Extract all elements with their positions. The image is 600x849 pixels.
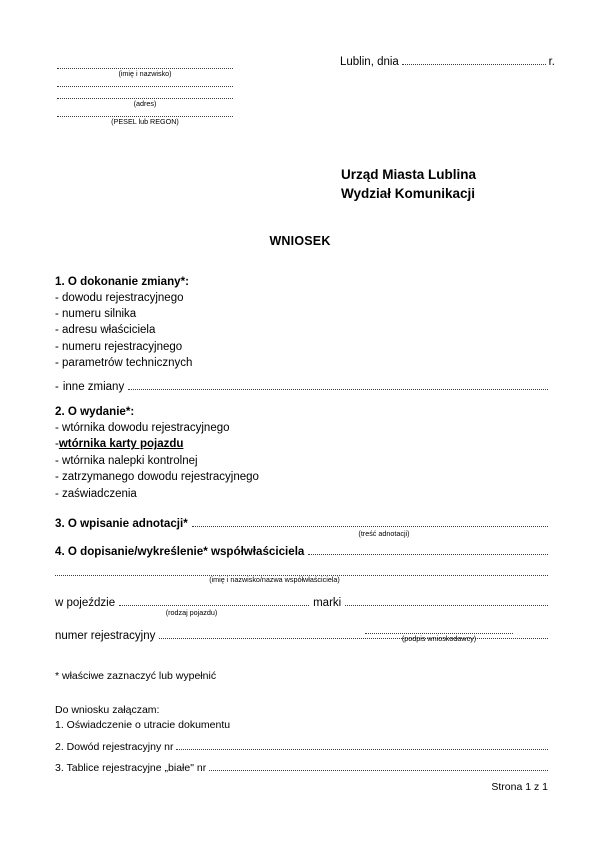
- spacer: [55, 583, 548, 596]
- section-2-highlight-marker: -: [55, 438, 59, 451]
- signature-block: [365, 633, 513, 643]
- section-2-item-2[interactable]: - zatrzymanego dowodu rejestracyjnego: [55, 471, 259, 484]
- form-footnote: * właściwe zaznaczyć lub wypełnić: [55, 670, 217, 682]
- addressee-block: [341, 165, 476, 203]
- section-1-other-marker: -: [55, 380, 59, 393]
- section-1-item-1[interactable]: - numeru silnika: [55, 308, 137, 320]
- vehicle-brand-label: marki: [313, 596, 342, 609]
- addressee-line-1: Urząd Miasta Lublina: [341, 167, 477, 182]
- attachment-item-3-row: [55, 762, 548, 774]
- spacer: [55, 558, 548, 567]
- vehicle-type-caption-row: [55, 609, 548, 616]
- section-2-item-1[interactable]: - wtórnika nalepki kontrolnej: [55, 454, 198, 467]
- section-1-item-2[interactable]: - adresu właściciela: [55, 324, 156, 337]
- section-1-other-input-line[interactable]: [128, 381, 548, 390]
- section-2-item-highlighted[interactable]: [55, 436, 548, 452]
- date-suffix: r.: [548, 56, 555, 69]
- plate-label: numer rejestracyjny: [55, 629, 156, 642]
- attachment-item-3-input-line[interactable]: [209, 763, 548, 771]
- attachment-item-3-label: 3. Tablice rejestracyjne „białe" nr: [55, 762, 207, 774]
- applicant-address-caption: (adres): [133, 98, 157, 108]
- applicant-block: [57, 68, 233, 134]
- date-line: [340, 56, 555, 68]
- section-2-heading: 2. O wydanie*:: [55, 405, 135, 419]
- page-title: WNIOSEK: [269, 234, 331, 248]
- applicant-pesel-caption: (PESEL lub REGON): [111, 116, 179, 126]
- section-1-other-row: [55, 381, 548, 394]
- section-4-input-line[interactable]: [308, 546, 548, 555]
- section-3-caption-row: [55, 530, 548, 537]
- section-3-input-line[interactable]: [192, 518, 548, 527]
- vehicle-row: [55, 596, 548, 609]
- vehicle-label: w pojeździe: [55, 596, 116, 609]
- spacer: [55, 616, 548, 629]
- form-body: [55, 276, 548, 642]
- applicant-name-caption: (imię i nazwisko): [118, 69, 172, 78]
- vehicle-brand-input-line[interactable]: [345, 596, 548, 605]
- applicant-blank-input-line[interactable]: [57, 86, 233, 87]
- section-2-highlight-label: wtórnika karty pojazdu: [58, 438, 184, 451]
- page-number-footer: Strona 1 z 1: [491, 781, 548, 793]
- section-1-other-label: inne zmiany: [62, 380, 125, 393]
- section-2-item-3[interactable]: - zaświadczenia: [55, 487, 137, 500]
- attachment-item-2-input-line[interactable]: [176, 742, 548, 750]
- section-1-item-3[interactable]: - numeru rejestracyjnego: [55, 340, 183, 353]
- date-label: Lublin, dnia: [340, 56, 399, 69]
- vehicle-type-caption: (rodzaj pojazdu): [165, 608, 218, 618]
- section-1-item-4[interactable]: - parametrów technicznych: [55, 357, 193, 370]
- section-2-item-0[interactable]: - wtórnika dowodu rejestracyjnego: [55, 421, 230, 434]
- section-1-item-0[interactable]: - dowodu rejestracyjnego: [55, 291, 184, 304]
- attachment-item-1[interactable]: 1. Oświadczenie o utracie dokumentu: [55, 718, 231, 731]
- applicant-pesel-field: [57, 116, 233, 126]
- applicant-address-field: [57, 98, 233, 108]
- section-3-heading: 3. O wpisanie adnotacji*: [55, 517, 188, 531]
- section-4-caption: (imię i nazwisko/nazwa współwłaściciela): [209, 575, 340, 585]
- section-4-caption-row: [55, 576, 548, 583]
- section-1-heading: 1. O dokonanie zmiany*:: [55, 275, 190, 288]
- addressee-line-2: Wydział Komunikacji: [341, 186, 476, 202]
- section-4-heading: 4. O dopisanie/wykreślenie* współwłaściciela: [55, 545, 305, 559]
- applicant-name-field: [57, 68, 233, 78]
- spacer: [55, 372, 548, 381]
- spacer: [55, 732, 548, 741]
- vehicle-type-input-line[interactable]: [119, 596, 309, 605]
- section-3-caption: (treść adnotacji): [358, 528, 410, 538]
- spacer: [55, 753, 548, 762]
- date-input-line[interactable]: [402, 56, 546, 65]
- section-3-row: [55, 518, 548, 530]
- attachment-item-2-label: 2. Dowód rejestracyjny nr: [55, 741, 174, 753]
- attachments-heading: Do wniosku załączam:: [55, 704, 160, 716]
- applicant-blank-field: [57, 86, 233, 87]
- attachment-item-2-row: [55, 741, 548, 753]
- signature-caption: (podpis wnioskodawcy): [401, 634, 477, 643]
- spacer: [55, 502, 548, 518]
- attachments-block: [55, 703, 548, 774]
- section-4-row: [55, 546, 548, 558]
